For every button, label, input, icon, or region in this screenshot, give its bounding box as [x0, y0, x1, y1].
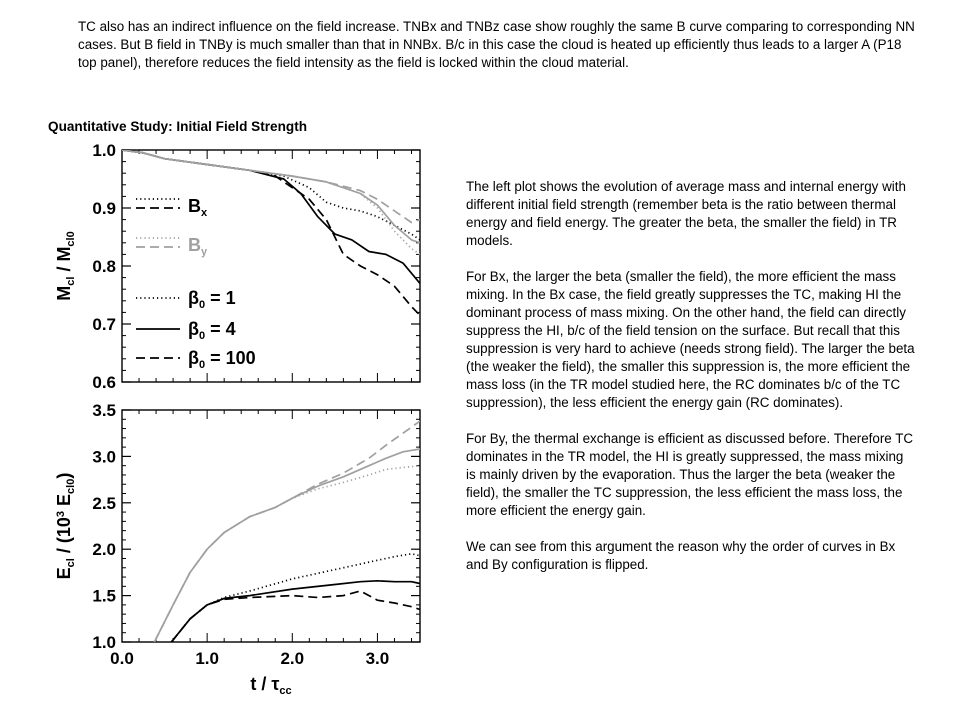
y-axis-label: $M_{cl} / M_{cl0}$ — [54, 231, 77, 301]
explanation-notes — [466, 178, 916, 592]
intro-paragraph: TC also has an indirect influence on the field increase. TNBx and TNBz case show roughly the same B curve comparing to corresponding NN cases. But B field in TNBy is much smaller than that in NNBx. B/c in this case the cloud is heated up efficiently thus leads to a larger A (P18 top panel), therefore reduces the field intensity as the field is locked within the cloud material. — [78, 19, 915, 70]
series-line-bx-beta-100 — [171, 591, 420, 642]
legend-label-field: $B_x$ — [188, 196, 208, 219]
y-tick-label: 1.5 — [92, 586, 116, 606]
x-axis-label: t / $\tau_{cc}$ — [250, 674, 292, 697]
section-title: Quantitative Study: Initial Field Strength — [48, 119, 308, 134]
y-tick-label: 0.8 — [92, 257, 116, 276]
plot-frame — [122, 150, 420, 382]
field-strength-figure — [48, 140, 428, 700]
series-line-by-beta-4 — [154, 449, 420, 642]
note-paragraph: The left plot shows the evolution of average mass and internal energy with different initial field strength (remember beta is the ratio between thermal energy and field energy. The greater the beta, the smaller the field) in TR models. — [466, 179, 906, 248]
y-tick-label: 1.0 — [92, 633, 116, 652]
series-line-by-beta-100 — [122, 150, 420, 223]
note-paragraph: We can see from this argument the reason why the order of curves in Bx and By configuration is flipped. — [466, 539, 896, 572]
x-tick-label: 1.0 — [195, 649, 219, 668]
x-tick-label: 0.0 — [110, 649, 134, 668]
y-tick-label: 1.0 — [92, 141, 116, 160]
legend-label-field: $B_y$ — [188, 235, 208, 258]
x-tick-label: 3.0 — [365, 649, 390, 668]
y-tick-label: 0.7 — [92, 315, 116, 334]
y-tick-label: 3.0 — [92, 447, 116, 467]
series-line-bx-beta-1 — [122, 150, 420, 240]
plot-frame — [122, 410, 420, 642]
energy-panel — [54, 401, 420, 697]
y-tick-label: 0.9 — [92, 199, 116, 218]
y-tick-label: 2.0 — [92, 540, 116, 560]
series-line-bx-beta-1 — [171, 554, 420, 642]
series-line-bx-beta-100 — [122, 150, 420, 315]
legend-label-beta: $\beta_0 = 1$ — [188, 288, 236, 311]
mass-panel — [54, 141, 420, 392]
legend-label-beta: $\beta_0 = 4$ — [188, 319, 236, 342]
y-tick-label: 2.5 — [92, 493, 116, 513]
y-tick-label: 3.5 — [92, 401, 116, 420]
series-line-by-beta-100 — [154, 421, 420, 642]
series-line-by-beta-4 — [122, 150, 420, 243]
note-paragraph: For By, the thermal exchange is efficient as discussed before. Therefore TC dominates in the TR model, the HI is greatly suppressed, the mass mixing is mainly driven by the evaporation. Thus the larger the beta (weaker the field), the smaller the TC suppression, the less efficient the mass loss, the more efficient the energy gain. — [466, 431, 914, 518]
legend-label-beta: $\beta_0 = 100$ — [188, 348, 256, 371]
note-paragraph: For Bx, the larger the beta (smaller the field), the more efficient the mass mixing. In the Bx case, the field greatly suppresses the TC, making HI the dominant process of mass mixing. On the other hand, the field can directly suppress the HI, b/c of the field tension on the surface. But recall that this suppression is very hard to achieve (needs strong field). The larger the beta (the weaker the field), the smaller this suppression is, the more efficient the mass loss (in the TR model studied here, the RC dominates b/c of the TC suppression), the less efficient the energy gain (RC dominates). — [466, 269, 915, 410]
series-line-by-beta-1 — [122, 150, 420, 254]
y-axis-label: $E_{cl} / (10^3$ $E_{cl0}$) — [54, 472, 77, 580]
y-tick-label: 0.6 — [92, 373, 116, 392]
series-line-bx-beta-4 — [171, 581, 420, 642]
x-tick-label: 2.0 — [280, 649, 305, 668]
